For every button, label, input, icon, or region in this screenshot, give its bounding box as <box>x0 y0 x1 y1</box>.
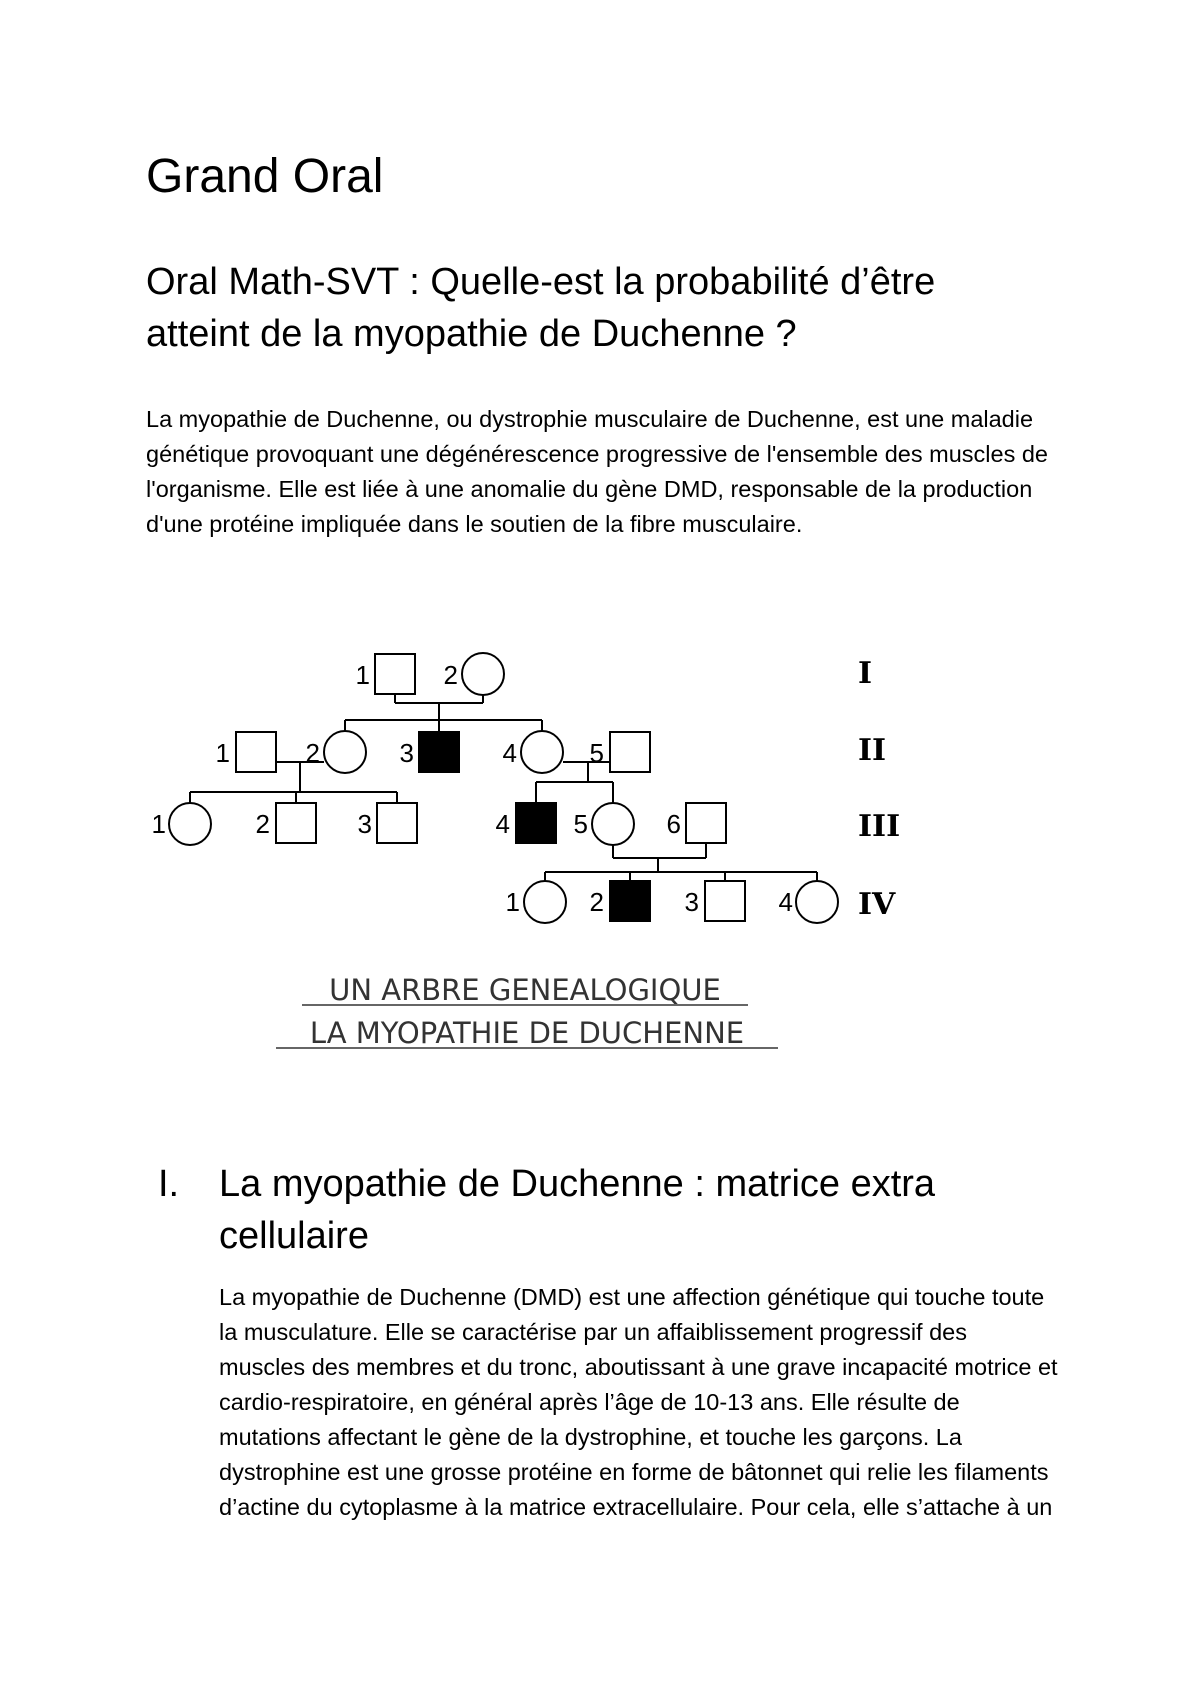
ped-num: 5 <box>589 738 604 768</box>
ped-num: 4 <box>778 887 793 917</box>
ped-num: 1 <box>505 887 520 917</box>
ped-num: 4 <box>502 738 517 768</box>
ped-num: 2 <box>589 887 604 917</box>
ped-num: 2 <box>443 660 458 690</box>
ped-num: 3 <box>357 809 372 839</box>
section-heading <box>146 1158 1066 1262</box>
intro-paragraph: La myopathie de Duchenne, ou dystrophie musculaire de Duchenne, est une maladie génétique provoquant une dégénérescence progressive de l'ensemble des muscles de l'organisme. Elle est liée à une anomalie du gène DMD, responsable de la production d'une protéine impliquée dans le soutien de la fibre musculaire. <box>146 406 1048 537</box>
generation-label: I <box>858 656 873 691</box>
ped-g3-4-affected-male <box>516 803 556 843</box>
ped-num: 1 <box>151 809 166 839</box>
generation-label: IV <box>858 887 896 922</box>
ped-num: 1 <box>355 660 370 690</box>
pedigree-diagram <box>150 632 920 1064</box>
section-number: I. <box>158 1163 180 1205</box>
ped-g2-4-female <box>521 731 563 773</box>
ped-g3-3-male <box>377 803 417 843</box>
ped-num: 2 <box>305 738 320 768</box>
ped-g4-4-female <box>796 881 838 923</box>
pedigree-caption-line1: UN ARBRE GENEALOGIQUE <box>329 973 721 1007</box>
ped-g1-2-female <box>462 653 504 695</box>
generation-label: III <box>858 809 901 844</box>
ped-g4-2-affected-male <box>610 881 650 921</box>
generation-label: II <box>858 733 887 768</box>
ped-g4-3-male <box>705 881 745 921</box>
ped-num: 6 <box>666 809 681 839</box>
ped-num: 3 <box>684 887 699 917</box>
ped-num: 1 <box>215 738 230 768</box>
section-1 <box>146 1158 1066 1525</box>
section-heading-text: La myopathie de Duchenne : matrice extra cellulaire <box>219 1163 936 1257</box>
ped-g3-2-male <box>276 803 316 843</box>
document-title: Grand Oral <box>146 150 384 203</box>
ped-g2-2-female <box>324 731 366 773</box>
ped-g4-1-female <box>524 881 566 923</box>
ped-g2-1-male <box>236 732 276 772</box>
ped-g2-5-male <box>610 732 650 772</box>
section-body-paragraph: La myopathie de Duchenne (DMD) est une affection génétique qui touche toute la musculature. Elle se caractérise par un affaiblissement progressif des muscles des membres et du tronc, aboutissant à une grave incapacité motrice et cardio-respiratoire, en général après l’âge de 10-13 ans. Elle résulte de mutations affectant le gène de la dystrophine, et touche les garçons. La dystrophine est une grosse protéine en forme de bâtonnet qui relie les filaments d’actine du cytoplasme à la matrice extracellulaire. Pour cela, elle s’attache à un <box>219 1284 1058 1520</box>
pedigree-caption-line2: LA MYOPATHIE DE DUCHENNE <box>309 1016 745 1050</box>
ped-g3-1-female <box>169 803 211 845</box>
ped-g1-1-male <box>375 654 415 694</box>
ped-num: 4 <box>495 809 510 839</box>
ped-g3-5-female <box>592 803 634 845</box>
ped-num: 5 <box>573 809 588 839</box>
pedigree-figure <box>150 632 920 1064</box>
ped-num: 3 <box>399 738 414 768</box>
ped-num: 2 <box>255 809 270 839</box>
ped-g2-3-affected-male <box>419 732 459 772</box>
ped-g3-6-male <box>686 803 726 843</box>
document-subtitle: Oral Math-SVT : Quelle-est la probabilité d’être atteint de la myopathie de Duchenne ? <box>146 261 936 355</box>
